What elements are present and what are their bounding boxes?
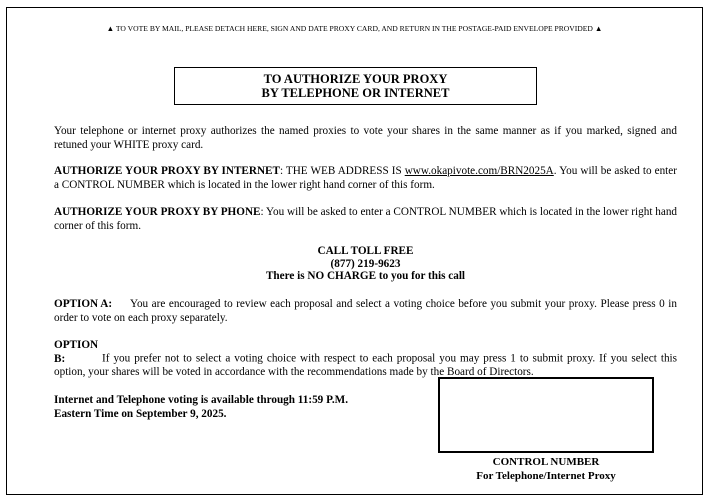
phone-paragraph xyxy=(54,206,677,233)
vote-url-link[interactable]: www.okapivote.com/BRN2025A xyxy=(404,165,554,177)
control-number-subtitle: For Telephone/Internet Proxy xyxy=(476,470,616,482)
deadline-line-1: Internet and Telephone voting is available through 11:59 P.M. xyxy=(54,394,349,406)
option-a-text: You are encouraged to review each proposal and select a voting choice before you submit your proxy. Please press 0 in order to vote on each proxy separately. xyxy=(54,298,677,324)
title-line-2: BY TELEPHONE OR INTERNET xyxy=(261,86,450,100)
title-line-1: TO AUTHORIZE YOUR PROXY xyxy=(263,72,448,86)
internet-text-after: . You will be asked to enter a CONTROL NUMBER which is located in the lower right hand corner of this form. xyxy=(54,165,677,191)
detach-instruction: ▲ TO VOTE BY MAIL, PLEASE DETACH HERE, SIGN AND DATE PROXY CARD, AND RETURN IN THE POSTAGE-PAID ENVELOPE PROVIDED ▲ xyxy=(106,24,603,33)
no-charge-note: There is NO CHARGE to you for this call xyxy=(265,270,466,282)
internet-paragraph xyxy=(54,165,677,192)
option-a-label: OPTION A: xyxy=(54,298,113,310)
phone-heading: AUTHORIZE YOUR PROXY BY PHONE xyxy=(54,206,261,218)
toll-free-block xyxy=(54,245,677,283)
option-b-text: If you prefer not to select a voting choice with respect to each proposal you may press 1 to submit proxy. If you select this option, your shares will be voted in accordance with the recommendations made by the Board of Directors. xyxy=(54,352,677,378)
voting-deadline xyxy=(54,394,414,421)
option-b-paragraph xyxy=(54,339,677,380)
control-number-box xyxy=(438,377,654,453)
deadline-line-2: Eastern Time on September 9, 2025. xyxy=(54,407,227,420)
internet-text-before: : THE WEB ADDRESS IS xyxy=(279,165,405,177)
control-number-title: CONTROL NUMBER xyxy=(492,456,600,468)
internet-heading: AUTHORIZE YOUR PROXY BY INTERNET xyxy=(54,165,280,177)
title-box xyxy=(174,67,537,105)
option-a-paragraph xyxy=(54,298,677,325)
control-number-caption xyxy=(438,455,654,483)
intro-paragraph: Your telephone or internet proxy authorizes the named proxies to vote your shares in the same manner as if you marked, signed and retuned your WHITE proxy card. xyxy=(54,125,677,151)
toll-free-number: (877) 219-9623 xyxy=(330,257,401,270)
phone-text: : You will be asked to enter a CONTROL NUMBER which is located in the lower right hand corner of this form. xyxy=(54,206,678,232)
proxy-form xyxy=(6,7,703,495)
toll-free-heading: CALL TOLL FREE xyxy=(317,245,414,257)
option-b-label: OPTION B: xyxy=(54,339,99,365)
